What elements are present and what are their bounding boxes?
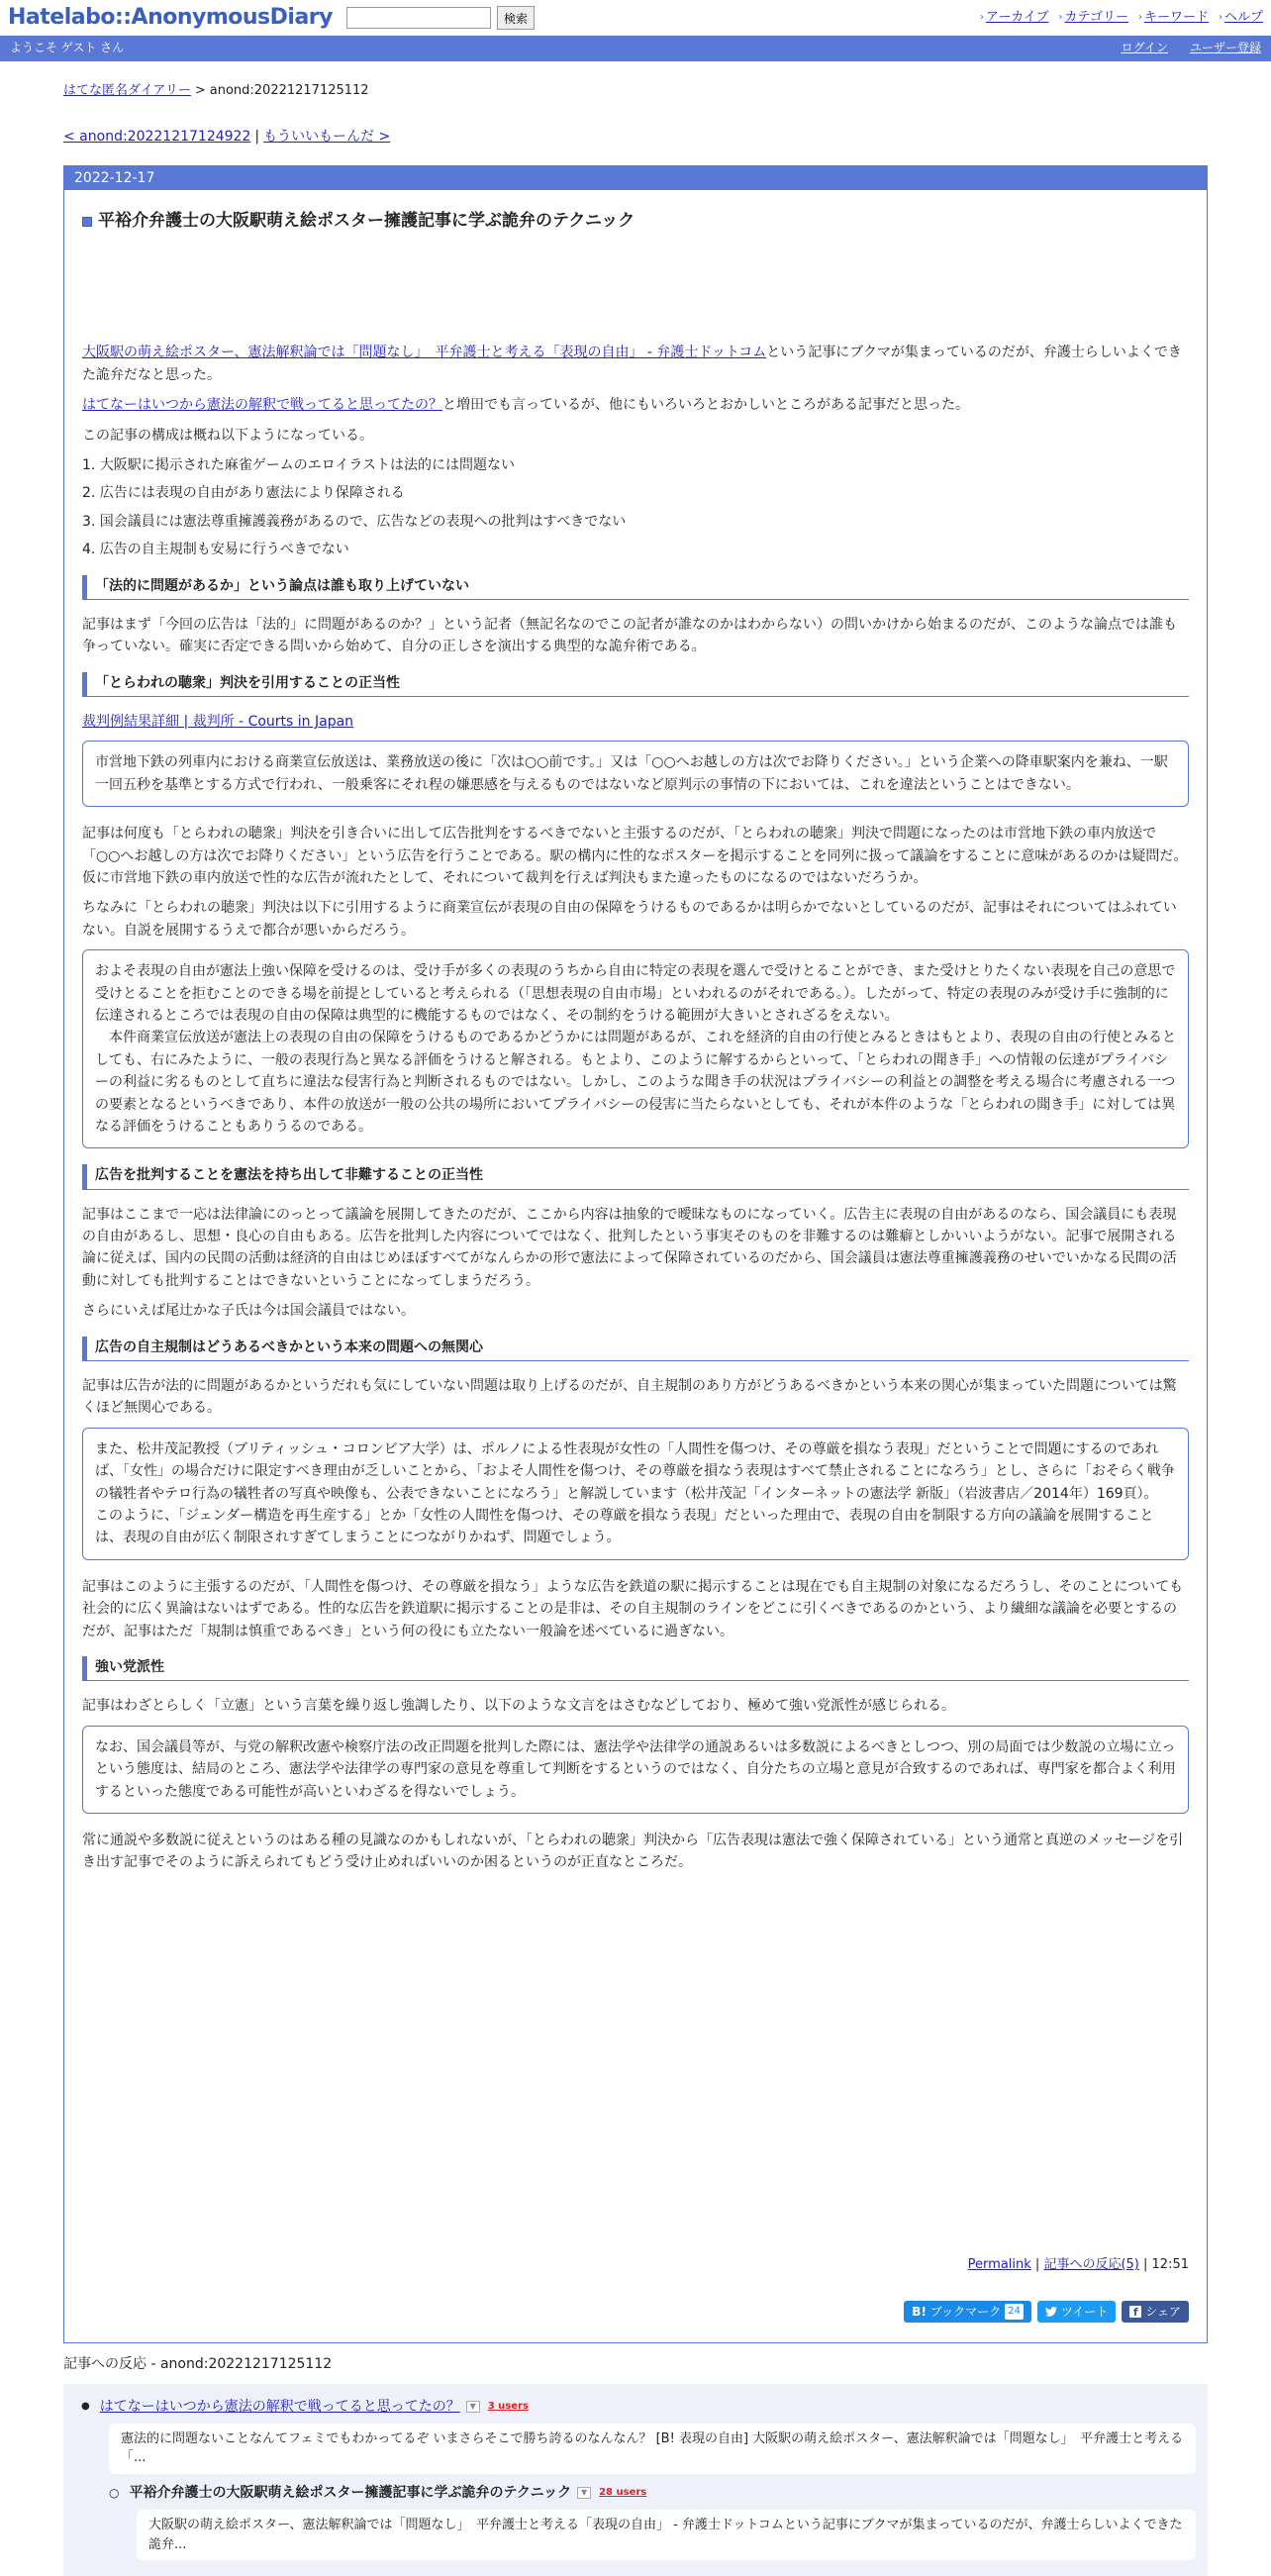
tweet-button[interactable] xyxy=(1037,2301,1116,2323)
chevron-right-icon: › xyxy=(1137,11,1142,23)
breadcrumb xyxy=(63,81,1208,102)
chevron-right-icon: › xyxy=(1218,11,1222,23)
facebook-share-label: シェア xyxy=(1145,2304,1181,2319)
paragraph xyxy=(82,394,1189,416)
section-heading: 「法的に問題があるか」という論点は誰も取り上げていない xyxy=(82,575,1189,600)
reaction-list xyxy=(63,2384,1208,2576)
reactions-link[interactable]: 記事への反応(5) xyxy=(1043,2257,1139,2273)
reactions-section xyxy=(63,2353,1208,2576)
breadcrumb-home[interactable]: はてな匿名ダイアリー xyxy=(63,83,191,98)
quote-text: およそ表現の自由が憲法上強い保障を受けるのは、受け手が多くの表現のうちから自由に特定の表現を選んで受けとることができ、また受けとりたくない表現を自己の意思で受けとることを拒むことのできる場を前提としていると考えられる（「思想表現の自由市場」といわれるのがそれである。）。したがって、特定の表現のみが受け手に強制的に伝達されるところでは表現の自由の保障は典型的に機能するものではなく、その制約をうける範囲が大きいとされざるをえない。 xyxy=(95,963,1176,1024)
share-buttons xyxy=(904,2301,1189,2323)
site-logo[interactable]: Hatelabo::AnonymousDiary xyxy=(8,5,333,31)
circle-bullet-icon: ○ xyxy=(109,2485,120,2500)
entry-title xyxy=(82,208,1189,235)
section-heading: 広告を批判することを憲法を持ち出して非難することの正当性 xyxy=(82,1164,1189,1189)
hatena-b-icon: B! xyxy=(912,2304,927,2319)
expand-icon[interactable]: ▼ xyxy=(577,2487,591,2499)
list-item: 1. 大阪駅に掲示された麻雀ゲームのエロイラストは法的には問題ない xyxy=(82,456,515,473)
reaction-excerpt: 大阪駅の萌え絵ポスター、憲法解釈論では「問題なし」 平弁護士と考える「表現の自由」 - 弁護士ドットコムという記事にブクマが集まっているのだが、弁護士らしいよくできた詭弁... xyxy=(137,2510,1196,2560)
paragraph: 記事はここまで一応は法律論にのっとって議論を展開してきたのだが、ここから内容は抽象的で曖昧なものになっていく。広告主に表現の自由があるのなら、国会議員にも表現の自由があるし、思想・良心の自由もある。広告を批判した内容についてではなく、批判したという事実そのものを非難するのは難癖としかいいようがない。記事で展開される論に従えば、国内の民間の活動は経済的自由はじめほぼすべてがなんらかの形で憲法によって保障されているのだから、国会議員は憲法尊重擁護義務のせいでいかなる民間の活動に対しても批判することはできないということになってしまうだろう。 xyxy=(82,1206,1177,1289)
paragraph: 記事は何度も「とらわれの聴衆」判決を引き合いに出して広告批判をするべきでないと主張するのだが、「とらわれの聴衆」判決で問題になったのは市営地下鉄の車内放送で「○○へお越しの方は次でお降りください」という広告を行うことである。駅の構内に性的なポスターを掲示することを同列に扱って議論をすることに意味があるのかは疑問だ。仮に市営地下鉄の車内放送で性的な広告が流れたとして、それについて裁判を行えば判決もまた違ったものになるのではないだろうか。 xyxy=(82,826,1188,887)
quote-text: 本件商業宣伝放送が憲法上の表現の自由の保障をうけるものであるかどうかには問題があるが、これを経済的自由の行使とみるときはもとより、表現の自由の行使とみるとしても、右にみたように、一般の表現行為と異なる評価をうけると解される。もとより、このように解するからといって、「とらわれの聞き手」への情報の伝達がプライバシーの利益に劣るものとして直ちに違法な侵害行為と判断されるものではない。しかし、このような聞き手の状況はプライバシーの利益との調整を考える場合に考慮される一つの要素となるというべきであり、本件の放送が一般の公共の場所においてプライバシーの侵害に当たらないとしても、それが本件のような「とらわれの聞き手」に対しては異なる評価をうけることもありうるのである。 xyxy=(95,1030,1176,1135)
section-heading: 広告の自主規制はどうあるべきかという本来の問題への無関心 xyxy=(82,1337,1189,1361)
entry-body xyxy=(64,190,1207,1874)
list-item: 2. 広告には表現の自由があり憲法により保障される xyxy=(82,485,405,502)
paragraph: この記事の構成は概ね以下ようになっている。 xyxy=(82,427,373,444)
list-item: 3. 国会議員には憲法尊重擁護義務があるので、広告などの表現への批判はすべきでない xyxy=(82,513,627,530)
reaction-sublist xyxy=(109,2482,1208,2560)
twitter-bird-icon xyxy=(1045,2307,1057,2317)
register-link[interactable]: ユーザー登録 xyxy=(1189,41,1261,55)
top-nav xyxy=(980,8,1263,29)
main-container xyxy=(63,81,1208,2576)
quote-text: また、松井茂記教授（ブリティッシュ・コロンビア大学）は、ポルノによる性表現が女性の「人間性を傷つけ、その尊厳を損なう表現」だということで問題にするのであれば、「女性」の場合だけに限定すべき理由が乏しいことから、「およそ人間性を傷つけ、その尊厳を損なう表現はすべて禁止されることになろう」とし、さらに「おそらく戦争の犠牲者やテロ行為の犠牲者の写真や映像も、公表できないことになろう」と解説しています（松井茂記「インターネットの憲法学 新版」（岩波書店／2014年）169頁）。 xyxy=(95,1440,1175,1502)
nav-item-help[interactable] xyxy=(1219,8,1263,29)
reaction-excerpt: 憲法的に問題ないことなんてフェミでもわかってるぞ いまさらそこで勝ち誇るのなんなん？ [B! 表現の自由] 大阪駅の萌え絵ポスター、憲法解釈論では「問題なし」 平弁護士と考える「... xyxy=(109,2424,1196,2474)
permalink[interactable]: Permalink xyxy=(967,2257,1031,2273)
entry-title-text: 平裕介弁護士の大阪駅萌え絵ポスター擁護記事に学ぶ詭弁のテクニック xyxy=(98,211,636,232)
section-heading: 「とらわれの聴衆」判決を引用することの正当性 xyxy=(82,672,1189,697)
bookmark-label: ブックマーク xyxy=(929,2304,1002,2319)
paragraph xyxy=(82,711,1189,733)
nav-help-link[interactable]: ヘルプ xyxy=(1223,9,1263,25)
reaction-title-link[interactable]: はてなーはいつから憲法の解釈で戦ってると思ってたの？ xyxy=(99,2398,460,2415)
paragraph xyxy=(82,342,1189,386)
source-article-link[interactable]: 大阪駅の萌え絵ポスター、憲法解釈論では「問題なし」 平弁護士と考える「表現の自由」 - 弁護士ドットコム xyxy=(82,345,767,361)
nav-item-archive[interactable] xyxy=(980,8,1049,29)
hatena-bookmark-button[interactable] xyxy=(904,2301,1031,2323)
section-heading: 強い党派性 xyxy=(82,1656,1189,1681)
paragraph-text: と増田でも言っているが、他にもいろいろとおかしいところがある記事だと思った。 xyxy=(442,397,969,414)
quote-text: このように、「ジェンダー構造を再生産する」とか「女性の人間性を傷つけ、その尊厳を損なう表現」だといった理由で、表現の自由を制限する方向の議論を展開することは、表現の自由が広く制限されすぎてしまうことにつながりかねず、問題でしょう。 xyxy=(95,1508,1154,1546)
facebook-share-button[interactable] xyxy=(1122,2301,1189,2323)
login-link[interactable]: ログイン xyxy=(1121,41,1168,55)
paragraph: 記事はこのように主張するのだが、「人間性を傷つけ、その尊厳を損なう」ような広告を鉄道の駅に掲示することは現在でも自主規制の対象になるだろうし、そのことについても社会的に広く異論はないはずである。性的な広告を鉄道駅に掲示することの是非は、その自主規制のラインをどこに引くべきであるのかという、より繊細な議論を必要とするのだが、記事はただ「規制は慎重であるべき」という何の役にも立たない一般論を述べているに過ぎない。 xyxy=(82,1578,1184,1639)
reaction-item xyxy=(81,2396,1208,2418)
breadcrumb-separator: > xyxy=(194,83,206,98)
quote-text: なお、国会議員等が、与党の解釈改憲や検察庁法の改正問題を批判した際には、憲法学や法律学の通説あるいは多数説によるべきとしつつ、別の局面では少数説の立場に立っという態度は、結局のところ、憲法学や法律学の専門家の意見を尊重して判断をするというのではなく、自分たちの立場と意見が合致するのであれば、専門家を都合よく利用するといった態度である可能性が高いといわざるを得ないでしょう。 xyxy=(95,1738,1176,1800)
paragraph: 常に通説や多数説に従えというのはある種の見識なのかもしれないが、「とらわれの聴衆」判決から「広告表現は憲法で強く保障されている」という通常と真逆のメッセージを引き出す記事でそのように訴えられてもどう受け止めればいいのか困るというのが正直なところだ。 xyxy=(82,1832,1184,1871)
court-link[interactable]: 裁判例結果詳細 | 裁判所 - Courts in Japan xyxy=(82,714,354,731)
entry-date: 2022-12-17 xyxy=(64,166,1207,190)
paragraph: 記事はまず「今回の広告は「法的」に問題があるのか？」という記者（無記名なのでこの記者が誰なのかはわからない）の問いかけから始まるのだが、このような論点では誰も争っていない。確実に否定できる問いから始めて、自分の正しさを演出する典型的な詭弁術である。 xyxy=(82,616,1177,655)
reaction-title: 平裕介弁護士の大阪駅萌え絵ポスター擁護記事に学ぶ詭弁のテクニック xyxy=(129,2484,572,2501)
welcome-bar xyxy=(0,36,1271,61)
nav-category-link[interactable]: カテゴリー xyxy=(1064,9,1128,25)
reaction-item xyxy=(109,2482,1208,2504)
entry-time: 12:51 xyxy=(1151,2257,1189,2273)
entry-box xyxy=(63,165,1208,2343)
bullet-icon: ● xyxy=(81,2400,90,2412)
facebook-icon: f xyxy=(1129,2306,1141,2318)
square-icon[interactable] xyxy=(82,217,92,227)
pager xyxy=(63,126,1208,148)
entry-footer: Permalink | 記事への反応(5) | 12:51 xyxy=(967,2257,1189,2273)
bookmark-users-badge[interactable]: 28 users xyxy=(599,2487,647,2499)
prev-entry-link[interactable]: < anond:20221217124922 xyxy=(63,128,251,145)
expand-icon[interactable]: ▼ xyxy=(466,2401,480,2413)
search-button[interactable]: 検索 xyxy=(497,6,535,30)
bookmark-count: 24 xyxy=(1005,2304,1024,2320)
breadcrumb-current: anond:20221217125112 xyxy=(209,83,369,98)
paragraph: ちなみに「とらわれの聴衆」判決は以下に引用するように商業宣伝が表現の自由の保障をうけるものであるかは明らかでないとしているのだが、記事はそれについてはふれていない。自説を展開するうえで都合が悪いからだろう。 xyxy=(82,900,1177,939)
structure-list xyxy=(82,454,1189,561)
quote-text: 市営地下鉄の列車内における商業宣伝放送は、業務放送の後に「次は○○前です。」又は「○○へお越しの方は次でお降りください。」という企業への降車駅案内を兼ね、一駅一回五秒を基準とする方式で行われ、一般乗客にそれ程の嫌悪感を与えるものではないなど原判示の事情の下においては、これを違法ということはできない。 xyxy=(95,754,1168,793)
blockquote xyxy=(82,949,1189,1148)
bookmark-users-badge[interactable]: 3 users xyxy=(487,2400,529,2412)
blockquote xyxy=(82,1428,1189,1560)
list-item: 4. 広告の自主規制も安易に行うべきでない xyxy=(82,542,349,558)
paragraph: 記事は広告が法的に問題があるかというだれも気にしていない問題は取り上げるのだが、自主規制のあり方がどうあるべきかという本来の関心が集まっていた問題については驚くほど無関心である。 xyxy=(82,1378,1177,1417)
anond-link[interactable]: はてなーはいつから憲法の解釈で戦ってると思ってたの？ xyxy=(82,397,442,414)
blockquote xyxy=(82,741,1189,807)
nav-archive-link[interactable]: アーカイブ xyxy=(985,9,1049,25)
chevron-right-icon: › xyxy=(1058,11,1063,23)
paragraph: さらにいえば尾辻かな子氏は今は国会議員ではない。 xyxy=(82,1303,415,1320)
chevron-right-icon: › xyxy=(979,11,984,23)
pager-separator: | xyxy=(254,128,260,145)
nav-keyword-link[interactable]: キーワード xyxy=(1143,9,1209,25)
blockquote xyxy=(82,1726,1189,1814)
nav-item-category[interactable] xyxy=(1058,8,1127,29)
reactions-title: 記事への反応 - anond:20221217125112 xyxy=(63,2356,333,2373)
search-input[interactable] xyxy=(346,7,491,29)
top-header xyxy=(0,0,1271,36)
welcome-text: ようこそ ゲスト さん xyxy=(10,41,125,55)
paragraph-text: という記事にブクマが集まっているのだが、弁護士らしいよくできた詭弁だなと思った。 xyxy=(82,345,1182,383)
paragraph: 記事はわざとらしく「立憲」という言葉を繰り返し強調したり、以下のような文言をはさむなどしており、極めて強い党派性が感じられる。 xyxy=(82,1698,955,1715)
tweet-label: ツイート xyxy=(1060,2304,1109,2319)
next-entry-link[interactable]: もういいもーんだ > xyxy=(263,128,391,145)
nav-item-keyword[interactable] xyxy=(1138,8,1209,29)
